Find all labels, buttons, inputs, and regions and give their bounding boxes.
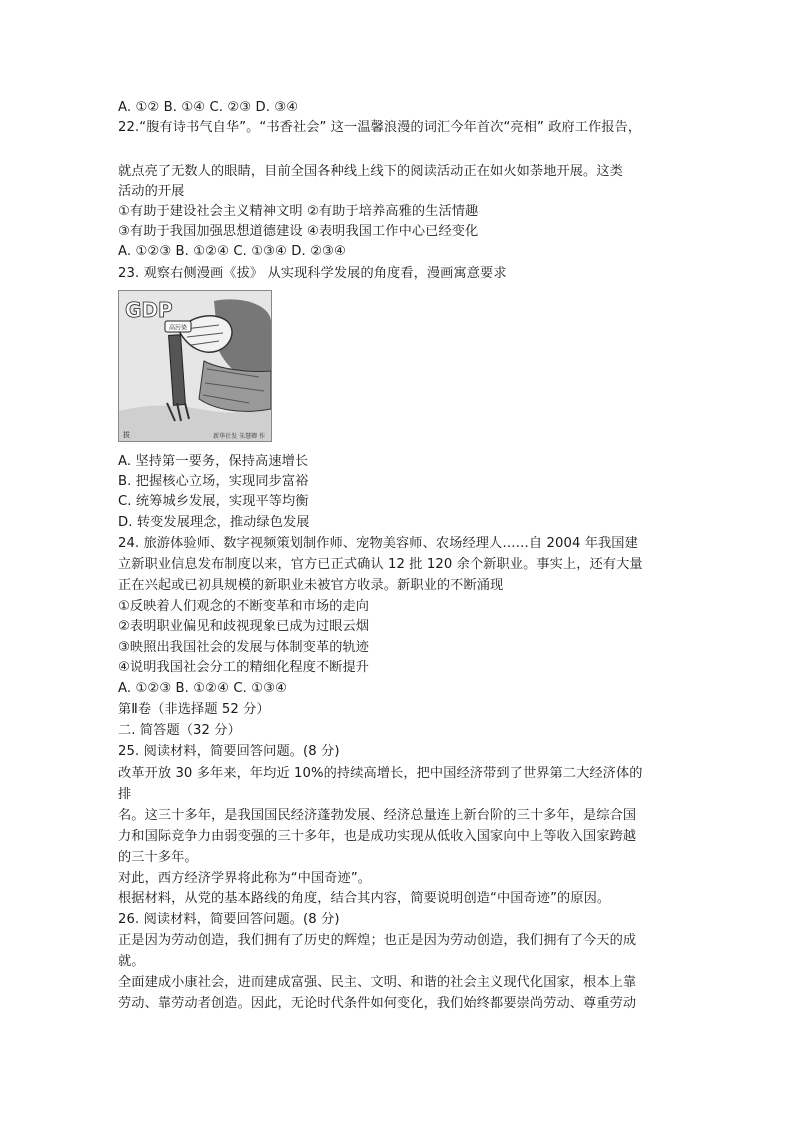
q24-options: A. ①②③ B. ①②④ C. ①③④ <box>118 681 287 696</box>
q23-option-b: B. 把握核心立场，实现同步富裕 <box>118 474 309 489</box>
q26-material-line-4: 劳动、靠劳动者创造。因此，无论时代条件如何变化，我们始终都要崇尚劳动、尊重劳动 <box>118 996 637 1011</box>
q22-stem-line-2: 就点亮了无数人的眼睛，目前全国各种线上线下的阅读活动正在如火如荼地开展。这类 <box>118 164 623 179</box>
q25-material-line-2: 排 <box>118 787 132 802</box>
q25-material-line-3: 名。这三十多年，是我国国民经济蓬勃发展、经济总量连上新台阶的三十多年，是综合国 <box>118 808 637 823</box>
cartoon-figure <box>118 290 272 442</box>
q23-option-d: D. 转变发展理念，推动绿色发展 <box>118 515 310 530</box>
q26-material-line-1: 正是因为劳动创造，我们拥有了历史的辉煌；也正是因为劳动创造，我们拥有了今天的成 <box>118 933 637 948</box>
q23-option-c: C. 统筹城乡发展，实现平等均衡 <box>118 494 309 509</box>
cartoon-title: 拔 <box>123 431 130 439</box>
q21-options: A. ①② B. ①④ C. ②③ D. ③④ <box>118 100 299 115</box>
q26-material-line-3: 全面建成小康社会，进而建成富强、民主、文明、和谐的社会主义现代化国家，根本上靠 <box>118 975 637 990</box>
cartoon-gdp-label: GDP <box>125 298 173 322</box>
q24-stem-line-2: 立新职业信息发布制度以来，官方已正式确认 12 批 120 余个新职业。事实上，还有大量 <box>118 557 643 572</box>
cartoon-illustration <box>119 291 271 441</box>
q22-stem-line-3: 活动的开展 <box>118 184 185 199</box>
q22-statements-1: ①有助于建设社会主义精神文明 ②有助于培养高雅的生活情趣 <box>118 204 479 219</box>
section-heading: 二. 简答题（32 分） <box>118 723 241 738</box>
q23-stem: 23. 观察右侧漫画《拔》 从实现科学发展的角度看，漫画寓意要求 <box>118 266 507 281</box>
q25-material-line-5: 的三十多年。 <box>118 850 198 865</box>
q25-material-line-4: 力和国际竞争力由弱变强的三十多年，也是成功实现从低收入国家向中上等收入国家跨越 <box>118 829 637 844</box>
q24-statement-3: ③映照出我国社会的发展与体制变革的轨迹 <box>118 640 370 655</box>
q23-option-a: A. 坚持第一要务，保持高速增长 <box>118 454 309 469</box>
q24-statement-2: ②表明职业偏见和歧视现象已成为过眼云烟 <box>118 619 370 634</box>
q26-material-line-2: 就。 <box>118 954 145 969</box>
q25-material-line-1: 改革开放 30 多年来，年均近 10%的持续高增长，把中国经济带到了世界第二大经济体的 <box>118 766 643 781</box>
q24-stem-line-1: 24. 旅游体验师、数字视频策划制作师、宠物美容师、农场经理人……自 2004 年我国建 <box>118 536 638 551</box>
q24-stem-line-3: 正在兴起或已初具规模的新职业未被官方收录。新职业的不断涌现 <box>118 578 504 593</box>
q24-statement-4: ④说明我国社会分工的精细化程度不断提升 <box>118 660 370 675</box>
q22-statements-2: ③有助于我国加强思想道德建设 ④表明我国工作中心已经变化 <box>118 224 479 239</box>
part-two-heading: 第Ⅱ卷（非选择题 52 分） <box>118 702 270 717</box>
q22-options: A. ①②③ B. ①②④ C. ①③④ D. ②③④ <box>118 244 346 259</box>
q25-question: 根据材料，从党的基本路线的角度，结合其内容，简要说明创造“中国奇迹”的原因。 <box>118 891 611 906</box>
q25-stem: 25. 阅读材料，简要回答问题。(8 分) <box>118 744 340 759</box>
q26-stem: 26. 阅读材料，简要回答问题。(8 分) <box>118 912 340 927</box>
q25-material-line-6: 对此，西方经济学界将此称为“中国奇迹”。 <box>118 871 372 886</box>
q24-statement-1: ①反映着人们观念的不断变革和市场的走向 <box>118 599 370 614</box>
cartoon-credit: 新华社发 朱慧卿 作 <box>213 433 265 440</box>
q22-stem-line-1: 22.“腹有诗书气自华”。“书香社会” 这一温馨浪漫的词汇今年首次“亮相” 政府工作报告， <box>118 120 642 135</box>
cartoon-sign-text: 高污染 <box>168 324 188 332</box>
